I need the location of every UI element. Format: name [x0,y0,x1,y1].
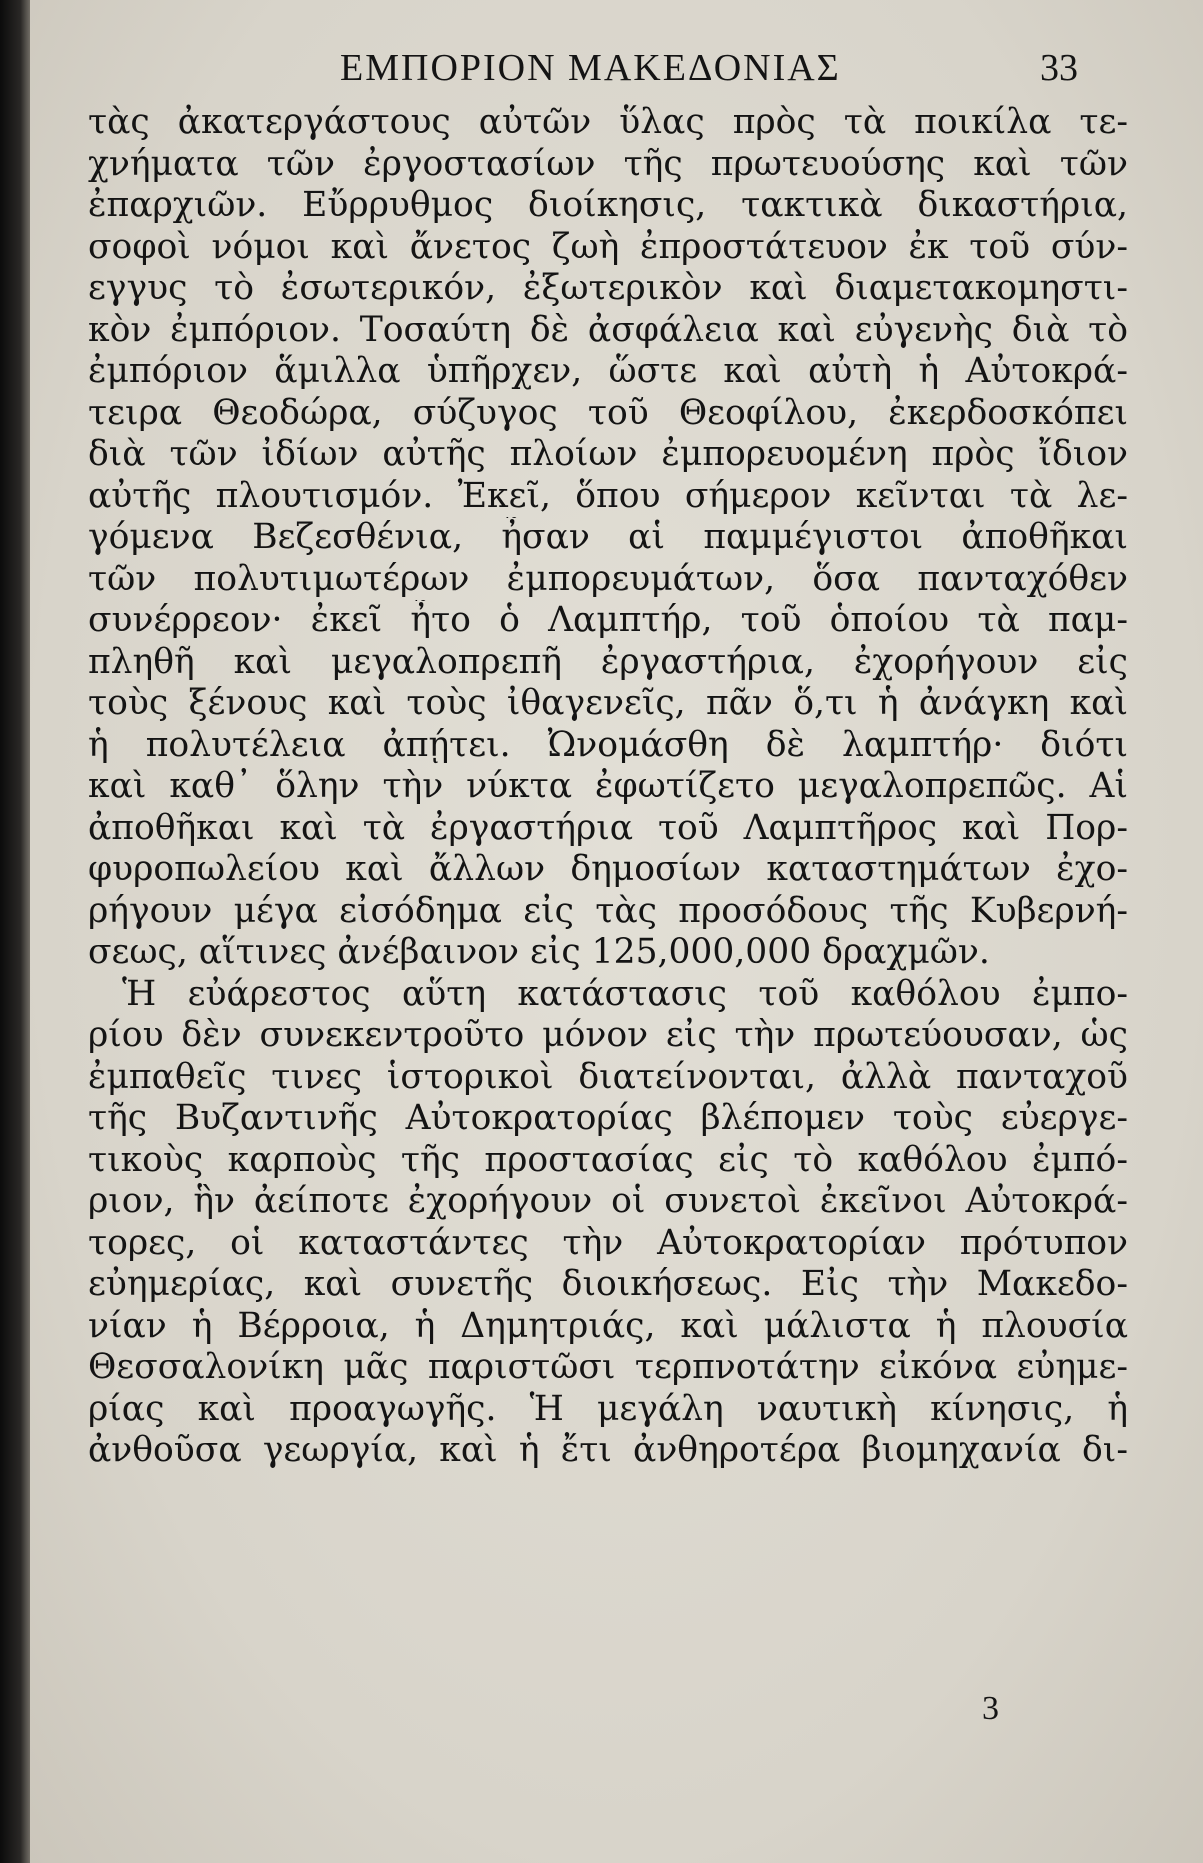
text-line: Θεσσαλονίκη μᾶς παριστῶσι τερπνοτάτην εἰκόνα εὐημε- [88,1347,1128,1387]
body-text [88,102,1128,1472]
text-line: εὐημερίας, καὶ συνετῆς διοικήσεως. Εἰς τὴν Μακεδο- [88,1264,1128,1304]
book-gutter-shadow [0,0,34,1863]
signature-mark: 3 [982,1690,999,1727]
text-line: κὸν ἐμπόριον. Τοσαύτη δὲ ἀσφάλεια καὶ εὐγενὴς διὰ τὸ [88,309,1128,350]
text-line: τῆς Βυζαντινῆς Αὐτοκρατορίας βλέπομεν τοὺς εὐεργε- [88,1098,1128,1138]
text-line: ἐπαρχιῶν. Εὔρρυθμος διοίκησις, τακτικὰ δικαστήρια, [88,185,1128,225]
text-line: συνέρρεον· ἐκεῖ ἦτο ὁ Λαμπτήρ, τοῦ ὁποίου τὰ παμ- [88,600,1128,640]
text-line: τῶν πολυτιμωτέρων ἐμπορευμάτων, ὅσα πανταχόθεν [88,558,1128,599]
text-line: ἐμπαθεῖς τινες ἱστορικοὶ διατείνονται, ἀλλὰ πανταχοῦ [88,1056,1128,1097]
running-head [30,40,1203,90]
running-title: ΕΜΠΟΡΙΟΝ ΜΑΚΕΔΟΝΙΑΣ [340,47,841,89]
text-line: σοφοὶ νόμοι καὶ ἄνετος ζωὴ ἐπροστάτευον ἐκ τοῦ σύν- [88,226,1128,267]
text-line: εγγυς τὸ ἐσωτερικόν, ἐξωτερικὸν καὶ διαμετακομηστι- [88,268,1128,308]
text-line: διὰ τῶν ἰδίων αὐτῆς πλοίων ἐμπορευομένη πρὸς ἴδιον [88,434,1128,474]
text-line: τειρα Θεοδώρα, σύζυγος τοῦ Θεοφίλου, ἐκερδοσκόπει [88,392,1128,433]
text-line: ρίας καὶ προαγωγῆς. Ἡ μεγάλη ναυτικὴ κίνησις, ἡ [88,1388,1128,1429]
text-line: τὰς ἀκατεργάστους αὐτῶν ὕλας πρὸς τὰ ποικίλα τε- [88,102,1128,142]
text-line: ριον, ἣν ἀείποτε ἐχορήγουν οἱ συνετοὶ ἐκεῖνοι Αὐτοκρά- [88,1181,1128,1221]
text-line: πληθῆ καὶ μεγαλοπρεπῆ ἐργαστήρια, ἐχορήγουν εἰς [88,641,1128,682]
text-line: νίαν ἡ Βέρροια, ἡ Δημητριάς, καὶ μάλιστα ἡ πλουσία [88,1305,1128,1346]
page-number: 33 [1040,47,1078,89]
text-line: σεως, αἵτινες ἀνέβαινον εἰς 125,000,000 δραχμῶν. [88,932,990,972]
text-line: ρίου δὲν συνεκεντροῦτο μόνον εἰς τὴν πρωτεύουσαν, ὡς [88,1015,1128,1055]
text-line: τορες, οἱ καταστάντες τὴν Αὐτοκρατορίαν πρότυπον [88,1222,1128,1263]
text-line: γόμενα Βεζεσθένια, ἦσαν αἱ παμμέγιστοι ἀποθῆκαι [88,517,1128,557]
text-line: ἡ πολυτέλεια ἀπῄτει. Ὠνομάσθη δὲ λαμπτήρ· διότι [88,724,1128,765]
book-page [30,0,1203,1863]
text-line: τοὺς ξένους καὶ τοὺς ἰθαγενεῖς, πᾶν ὅ,τι ἡ ἀνάγκη καὶ [88,683,1128,723]
text-line: φυροπωλείου καὶ ἄλλων δημοσίων καταστημάτων ἐχο- [88,849,1128,889]
text-line: ρήγουν μέγα εἰσόδημα εἰς τὰς προσόδους τῆς Κυβερνή- [88,890,1128,931]
text-line: τικοὺς καρποὺς τῆς προστασίας εἰς τὸ καθόλου ἐμπό- [88,1139,1128,1180]
text-line: αὐτῆς πλουτισμόν. Ἐκεῖ, ὅπου σήμερον κεῖνται τὰ λε- [88,475,1128,516]
text-line: ἀνθοῦσα γεωργία, καὶ ἡ ἔτι ἀνθηροτέρα βιομηχανία δι- [88,1430,1128,1470]
text-line: ἐμπόριον ἅμιλλα ὑπῆρχεν, ὥστε καὶ αὐτὴ ἡ Αὐτοκρά- [88,351,1128,391]
text-line: χνήματα τῶν ἐργοστασίων τῆς πρωτευούσης καὶ τῶν [88,143,1128,184]
text-line: Ἡ εὐάρεστος αὕτη κατάστασις τοῦ καθόλου ἐμπο- [122,973,1128,1014]
text-line: καὶ καθ᾽ ὅλην τὴν νύκτα ἐφωτίζετο μεγαλοπρεπῶς. Αἱ [88,766,1128,806]
text-line: ἀποθῆκαι καὶ τὰ ἐργαστήρια τοῦ Λαμπτῆρος καὶ Πορ- [88,807,1128,848]
